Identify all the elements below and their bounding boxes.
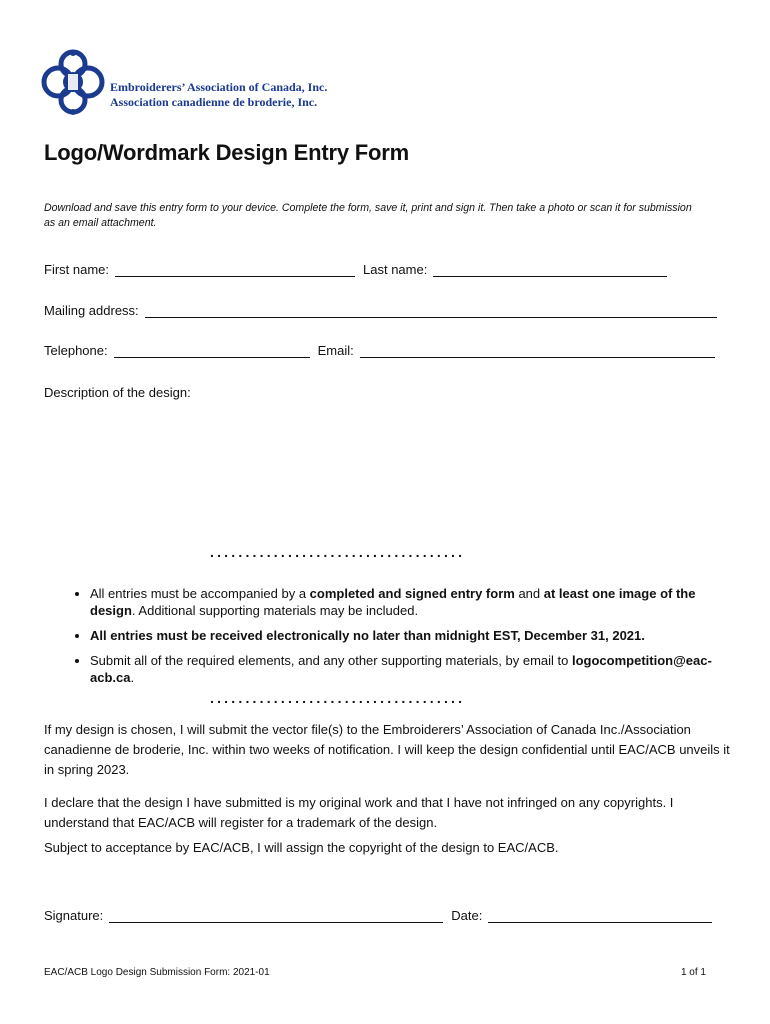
page-title: Logo/Wordmark Design Entry Form xyxy=(44,140,409,165)
footer-form-id: EAC/ACB Logo Design Submission Form: 2021-01 xyxy=(44,967,270,978)
first-name-label: First name: xyxy=(44,262,110,277)
telephone-field[interactable] xyxy=(114,343,310,358)
first-name-field[interactable] xyxy=(115,262,355,277)
requirements-list xyxy=(44,585,724,694)
paragraph-submission: If my design is chosen, I will submit the vector file(s) to the Embroiderers’ Association of Canada Inc./Association canadienne de broderie, Inc. within two weeks of notification. I will keep the design confidential until EAC/ACB unveils it in spring 2023. xyxy=(44,722,730,777)
signature-field[interactable] xyxy=(109,908,443,923)
eac-logo xyxy=(40,44,106,120)
last-name-field[interactable] xyxy=(433,262,667,277)
list-item: • Submit all of the required elements, and any other supporting materials, by email to logocompetition@eac-acb.ca. xyxy=(90,652,724,686)
mailing-address-label: Mailing address: xyxy=(44,303,139,318)
email-field[interactable] xyxy=(360,343,715,358)
mailing-address-field[interactable] xyxy=(145,303,717,318)
telephone-label: Telephone: xyxy=(44,343,108,358)
dotted-separator: .................................... xyxy=(210,544,466,560)
description-row xyxy=(44,385,191,400)
date-label: Date: xyxy=(451,908,483,923)
signature-label: Signature: xyxy=(44,908,104,923)
eac-logo-mark-icon xyxy=(40,44,106,120)
org-name-block xyxy=(110,80,327,110)
address-row xyxy=(44,303,717,318)
list-item: • All entries must be accompanied by a completed and signed entry form and at least one image of the design. Additional supporting materials may be included. xyxy=(90,585,724,619)
paragraph-declaration: I declare that the design I have submitted is my original work and that I have not infringed on any copyrights. I understand that EAC/ACB will register for a trademark of the design. xyxy=(44,795,674,830)
submission-email-link[interactable]: logocompetition@eac-acb.ca xyxy=(90,653,712,685)
name-row xyxy=(44,262,667,277)
intro-text: Download and save this entry form to your device. Complete the form, save it, print and sign it. Then take a photo or scan it for submission as an email attachment. xyxy=(44,202,692,229)
org-name-en: Embroiderers’ Association of Canada, Inc. xyxy=(110,80,328,94)
date-field[interactable] xyxy=(488,908,712,923)
contact-row xyxy=(44,343,715,358)
footer-page-number: 1 of 1 xyxy=(680,967,706,978)
signature-row xyxy=(44,908,712,923)
list-item: • All entries must be received electronically no later than midnight EST, December 31, 2021. xyxy=(90,627,724,644)
description-label: Description of the design: xyxy=(44,385,191,400)
description-area[interactable] xyxy=(44,405,724,545)
dotted-separator: .................................... xyxy=(210,690,466,706)
org-name-fr: Association canadienne de broderie, Inc. xyxy=(110,95,318,109)
paragraph-copyright: Subject to acceptance by EAC/ACB, I will assign the copyright of the design to EAC/ACB. xyxy=(44,840,559,855)
last-name-label: Last name: xyxy=(363,262,428,277)
email-label: Email: xyxy=(317,343,354,358)
